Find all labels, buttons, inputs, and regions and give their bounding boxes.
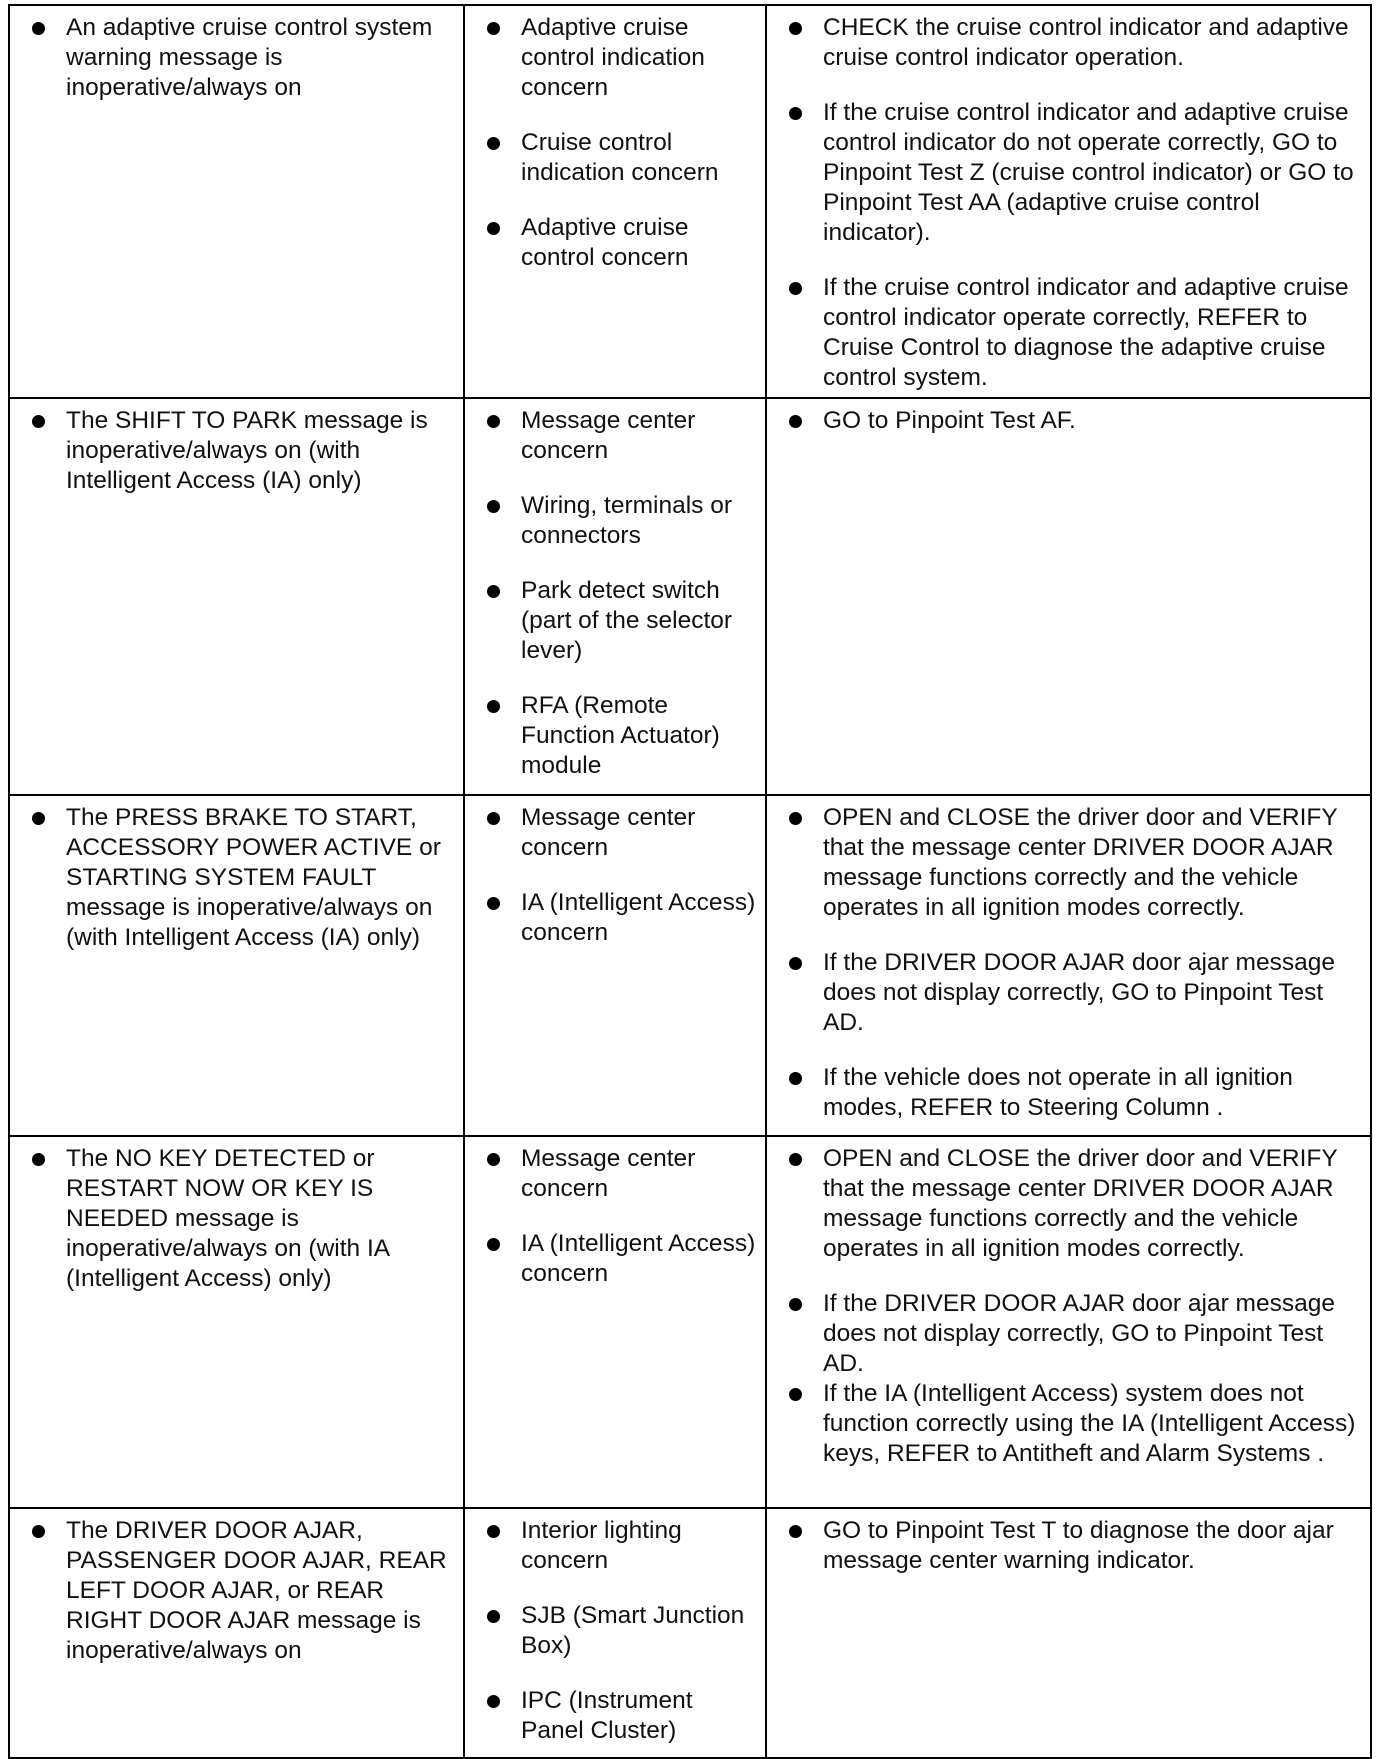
list-item: If the cruise control indicator and adaptive cruise control indicator operate correctly, REFER to Cruise Control to diagnose the adaptive cruise control system. <box>777 273 1364 393</box>
bullet-icon <box>789 107 802 120</box>
list-item: Message center concern <box>475 406 759 466</box>
bullet-icon <box>32 22 45 35</box>
action-cell <box>766 1508 1371 1758</box>
list-item: OPEN and CLOSE the driver door and VERIFY that the message center DRIVER DOOR AJAR message functions correctly and the vehicle operates in all ignition modes correctly. <box>777 1144 1364 1264</box>
bullet-icon <box>487 700 500 713</box>
bullet-icon <box>487 1238 500 1251</box>
bullet-icon <box>487 812 500 825</box>
table-row <box>9 398 1371 795</box>
action-cell <box>766 398 1371 795</box>
cause-cell <box>464 398 766 795</box>
bullet-icon <box>789 22 802 35</box>
bullet-icon <box>487 222 500 235</box>
cause-cell <box>464 1508 766 1758</box>
cause-cell <box>464 795 766 1136</box>
list-item: If the DRIVER DOOR AJAR door ajar message does not display correctly, GO to Pinpoint Test AD. <box>777 948 1364 1038</box>
action-cell <box>766 795 1371 1136</box>
bullet-icon <box>789 1072 802 1085</box>
bullet-icon <box>487 585 500 598</box>
bullet-icon <box>487 1610 500 1623</box>
table-row <box>9 1508 1371 1758</box>
list-item: GO to Pinpoint Test AF. <box>777 406 1364 436</box>
bullet-icon <box>789 1388 802 1401</box>
table-row <box>9 1136 1371 1508</box>
bullet-icon <box>789 957 802 970</box>
bullet-icon <box>789 1525 802 1538</box>
bullet-icon <box>487 897 500 910</box>
bullet-icon <box>487 137 500 150</box>
list-item: The PRESS BRAKE TO START, ACCESSORY POWER ACTIVE or STARTING SYSTEM FAULT message is inoperative/always on (with Intelligent Access (IA) only) <box>20 803 457 953</box>
list-item: If the IA (Intelligent Access) system does not function correctly using the IA (Intelligent Access) keys, REFER to Antitheft and Alarm Systems . <box>777 1379 1364 1469</box>
list-item: SJB (Smart Junction Box) <box>475 1601 759 1661</box>
list-item: The SHIFT TO PARK message is inoperative/always on (with Intelligent Access (IA) only) <box>20 406 457 496</box>
symptom-cell <box>9 398 464 795</box>
list-item: If the DRIVER DOOR AJAR door ajar message does not display correctly, GO to Pinpoint Test AD. <box>777 1289 1364 1379</box>
bullet-icon <box>32 812 45 825</box>
bullet-icon <box>32 1153 45 1166</box>
list-item: The NO KEY DETECTED or RESTART NOW OR KEY IS NEEDED message is inoperative/always on (with IA (Intelligent Access) only) <box>20 1144 457 1294</box>
list-item: RFA (Remote Function Actuator) module <box>475 691 759 781</box>
table-row <box>9 5 1371 398</box>
list-item: If the vehicle does not operate in all ignition modes, REFER to Steering Column . <box>777 1063 1364 1123</box>
diagnosis-table-document <box>8 4 1370 1759</box>
list-item: OPEN and CLOSE the driver door and VERIFY that the message center DRIVER DOOR AJAR message functions correctly and the vehicle operates in all ignition modes correctly. <box>777 803 1364 923</box>
list-item: Message center concern <box>475 803 759 863</box>
bullet-icon <box>789 1153 802 1166</box>
bullet-icon <box>789 282 802 295</box>
list-item: Cruise control indication concern <box>475 128 759 188</box>
bullet-icon <box>487 415 500 428</box>
table-row <box>9 795 1371 1136</box>
symptom-cell <box>9 795 464 1136</box>
list-item: Adaptive cruise control indication concern <box>475 13 759 103</box>
bullet-icon <box>487 1695 500 1708</box>
list-item: CHECK the cruise control indicator and adaptive cruise control indicator operation. <box>777 13 1364 73</box>
bullet-icon <box>487 1525 500 1538</box>
list-item: IA (Intelligent Access) concern <box>475 888 759 948</box>
symptom-cell <box>9 1508 464 1758</box>
list-item: GO to Pinpoint Test T to diagnose the door ajar message center warning indicator. <box>777 1516 1364 1576</box>
list-item: Adaptive cruise control concern <box>475 213 759 273</box>
bullet-icon <box>32 415 45 428</box>
symptom-cell <box>9 5 464 398</box>
bullet-icon <box>789 415 802 428</box>
bullet-icon <box>32 1525 45 1538</box>
action-cell <box>766 1136 1371 1508</box>
bullet-icon <box>789 812 802 825</box>
list-item: IPC (Instrument Panel Cluster) <box>475 1686 759 1746</box>
list-item: An adaptive cruise control system warning message is inoperative/always on <box>20 13 457 103</box>
cause-cell <box>464 1136 766 1508</box>
action-cell <box>766 5 1371 398</box>
list-item: Interior lighting concern <box>475 1516 759 1576</box>
list-item: IA (Intelligent Access) concern <box>475 1229 759 1289</box>
symptom-cell <box>9 1136 464 1508</box>
list-item: Message center concern <box>475 1144 759 1204</box>
bullet-icon <box>487 500 500 513</box>
bullet-icon <box>487 1153 500 1166</box>
list-item: The DRIVER DOOR AJAR, PASSENGER DOOR AJAR, REAR LEFT DOOR AJAR, or REAR RIGHT DOOR AJAR message is inoperative/always on <box>20 1516 457 1666</box>
list-item: If the cruise control indicator and adaptive cruise control indicator do not operate correctly, GO to Pinpoint Test Z (cruise control indicator) or GO to Pinpoint Test AA (adaptive cruise control indicator). <box>777 98 1364 248</box>
list-item: Wiring, terminals or connectors <box>475 491 759 551</box>
bullet-icon <box>789 1298 802 1311</box>
list-item: Park detect switch (part of the selector lever) <box>475 576 759 666</box>
bullet-icon <box>487 22 500 35</box>
symptom-chart-table <box>8 4 1372 1759</box>
cause-cell <box>464 5 766 398</box>
